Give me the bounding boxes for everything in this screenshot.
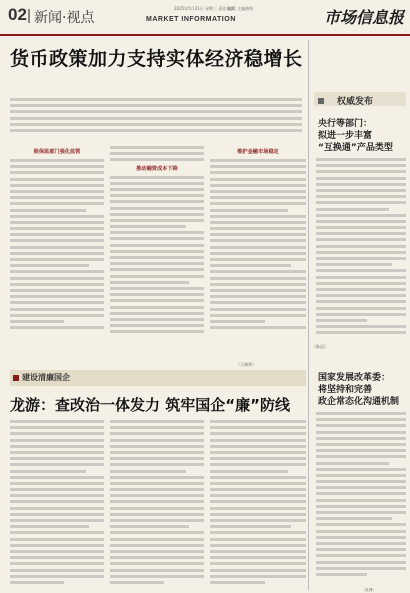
text-line: [110, 426, 204, 429]
text-line: [110, 318, 204, 321]
text-line: [10, 581, 64, 584]
main-headline: 货币政策加力支持实体经济稳增长: [10, 48, 303, 70]
text-line: [210, 308, 306, 311]
text-line: [110, 219, 204, 222]
text-line: [316, 251, 406, 254]
feature-banner-label: 建设清廉国企: [22, 373, 70, 382]
text-line: [316, 276, 406, 279]
text-line: [10, 295, 104, 298]
text-line: [210, 295, 306, 298]
lead-paragraph: [10, 98, 302, 142]
text-line: [210, 500, 306, 503]
text-line: [10, 184, 104, 187]
sidebar-article-2-author: （杜博）: [362, 588, 376, 592]
text-line: [110, 556, 204, 559]
text-line: [110, 562, 204, 565]
text-line: [10, 575, 104, 578]
text-line: [316, 214, 406, 217]
text-line: [10, 525, 89, 528]
text-line: [316, 523, 406, 526]
text-line: [10, 270, 104, 273]
text-line: [316, 238, 406, 241]
text-line: [316, 505, 406, 508]
text-line: [210, 264, 291, 267]
text-line: [110, 287, 204, 290]
text-line: [110, 507, 204, 510]
text-line: [316, 492, 406, 495]
text-line: [210, 538, 306, 541]
text-line: [316, 195, 406, 198]
text-line: [210, 227, 306, 230]
text-line: [210, 184, 306, 187]
text-line: [10, 252, 104, 255]
text-line: [210, 239, 306, 242]
text-line: [210, 320, 265, 323]
text-line: [10, 215, 104, 218]
text-line: [110, 550, 204, 553]
text-line: [316, 300, 406, 303]
text-line: [316, 573, 367, 576]
text-line: [210, 171, 306, 174]
text-line: [110, 488, 204, 491]
subhead-3: 维护金融市场稳定: [237, 149, 279, 155]
text-line: [10, 221, 104, 224]
text-line: [10, 439, 104, 442]
text-line: [10, 196, 104, 199]
text-line: [110, 445, 204, 448]
column-divider: [308, 40, 309, 590]
text-line: [10, 165, 104, 168]
text-line: [10, 314, 104, 317]
text-line: [316, 443, 406, 446]
text-line: [10, 488, 104, 491]
text-line: [110, 330, 204, 333]
text-line: [316, 567, 406, 570]
article-column-2: [110, 146, 204, 360]
text-line: [210, 488, 306, 491]
text-line: [316, 455, 406, 458]
text-line: [10, 209, 86, 212]
text-line: [210, 562, 306, 565]
text-line: [210, 531, 306, 534]
text-line: [210, 283, 306, 286]
subhead-1: 银保监部门强化监管: [33, 149, 81, 155]
text-line: [210, 445, 306, 448]
text-line: [210, 550, 306, 553]
text-line: [110, 299, 204, 302]
text-line: [316, 201, 406, 204]
text-line: [10, 233, 104, 236]
text-line: [316, 232, 406, 235]
text-line: [10, 110, 302, 113]
text-line: [10, 544, 104, 547]
text-line: [316, 511, 406, 514]
text-line: [210, 258, 306, 261]
text-line: [110, 306, 204, 309]
header-meta: 电话 主编热线: [228, 6, 254, 11]
text-line: [10, 326, 104, 329]
text-line: [10, 239, 104, 242]
text-line: [110, 293, 204, 296]
text-line: [316, 257, 406, 260]
text-line: [10, 227, 104, 230]
text-line: [316, 542, 406, 545]
text-line: [110, 538, 204, 541]
feature-column-2: [110, 420, 204, 588]
text-line: [210, 463, 306, 466]
text-line: [210, 432, 306, 435]
text-line: [10, 264, 89, 267]
text-line: [110, 324, 204, 327]
text-line: [210, 165, 306, 168]
text-line: [110, 432, 204, 435]
text-line: [10, 562, 104, 565]
text-line: [110, 194, 204, 197]
article-column-3: [210, 146, 306, 360]
text-line: [316, 412, 406, 415]
text-line: [10, 190, 104, 193]
text-line: [210, 569, 306, 572]
feature-headline: 龙游：查改治一体发力 筑牢国企“廉”防线: [10, 396, 290, 414]
text-line: [316, 263, 392, 266]
text-line: [10, 538, 104, 541]
text-line: [316, 189, 406, 192]
masthead: [0, 0, 410, 36]
text-line: [110, 231, 204, 234]
page-number: 02: [8, 5, 27, 24]
text-line: [110, 158, 204, 161]
text-line: [316, 158, 406, 161]
main-article-author: （王瑞华）: [236, 362, 256, 367]
text-line: [10, 457, 104, 460]
text-line: [10, 569, 104, 572]
text-line: [316, 431, 406, 434]
text-line: [316, 269, 406, 272]
text-line: [210, 270, 306, 273]
sidebar-article-2-body: [316, 412, 406, 586]
text-line: [110, 470, 186, 473]
text-line: [316, 307, 406, 310]
text-line: [110, 451, 204, 454]
text-line: [10, 500, 104, 503]
text-line: [210, 221, 306, 224]
text-line: [10, 246, 104, 249]
text-line: [316, 548, 406, 551]
banner-bullet-icon: [13, 375, 19, 381]
text-line: [10, 129, 302, 132]
text-line: [210, 420, 306, 423]
text-line: [110, 519, 204, 522]
text-line: [316, 177, 406, 180]
text-line: [110, 225, 186, 228]
text-line: [10, 98, 302, 101]
text-line: [10, 550, 104, 553]
text-line: [10, 123, 302, 126]
text-line: [110, 420, 204, 423]
text-line: [10, 432, 104, 435]
text-line: [110, 268, 204, 271]
market-information-label: MARKET INFORMATION: [146, 16, 236, 23]
feature-column-3: [210, 420, 306, 588]
text-line: [110, 250, 204, 253]
text-line: [10, 159, 104, 162]
text-line: [110, 482, 204, 485]
text-line: [210, 451, 306, 454]
text-line: [10, 445, 104, 448]
text-line: [316, 245, 406, 248]
text-line: [210, 190, 306, 193]
text-line: [316, 164, 406, 167]
text-line: [210, 507, 306, 510]
text-line: [210, 233, 306, 236]
text-line: [110, 500, 204, 503]
text-line: [210, 494, 306, 497]
text-line: [210, 556, 306, 559]
text-line: [110, 575, 204, 578]
text-line: [316, 486, 406, 489]
text-line: [10, 171, 104, 174]
text-line: [316, 474, 406, 477]
text-line: [316, 183, 406, 186]
section-title: 新闻·视点: [34, 10, 95, 26]
text-line: [110, 176, 204, 179]
text-line: [110, 281, 189, 284]
text-line: [316, 325, 406, 328]
text-line: [10, 513, 104, 516]
text-line: [110, 146, 204, 149]
text-line: [10, 117, 302, 120]
text-line: [110, 513, 204, 516]
text-line: [210, 439, 306, 442]
text-line: [316, 480, 406, 483]
sidebar-section-label: 权威发布: [337, 97, 374, 107]
text-line: [316, 536, 406, 539]
text-line: [10, 202, 104, 205]
text-line: [110, 312, 204, 315]
text-line: [110, 494, 204, 497]
text-line: [10, 470, 86, 473]
text-line: [110, 569, 204, 572]
text-line: [110, 188, 204, 191]
text-line: [316, 424, 406, 427]
text-line: [210, 202, 306, 205]
text-line: [210, 209, 288, 212]
text-line: [110, 244, 204, 247]
text-line: [110, 544, 204, 547]
text-line: [210, 178, 306, 181]
text-line: [10, 426, 104, 429]
text-line: [210, 519, 306, 522]
text-line: [316, 530, 406, 533]
text-line: [110, 525, 189, 528]
text-line: [316, 208, 389, 211]
text-line: [210, 196, 306, 199]
feature-column-1: [10, 420, 104, 588]
text-line: [210, 525, 291, 528]
text-line: [110, 439, 204, 442]
sidebar-article-1-author: （陈远）: [312, 344, 328, 349]
text-line: [316, 331, 406, 334]
text-line: [10, 556, 104, 559]
text-line: [10, 289, 104, 292]
text-line: [316, 554, 406, 557]
text-line: [210, 544, 306, 547]
text-line: [10, 258, 104, 261]
newspaper-logo: 市场信息报: [324, 8, 405, 27]
text-line: [10, 476, 104, 479]
sidebar-article-2-title: 国家发展改革委： 将坚持和完善 政企常态化沟通机制: [318, 373, 400, 407]
text-line: [10, 178, 104, 181]
text-line: [10, 283, 104, 286]
text-line: [10, 420, 104, 423]
article-column-1: [10, 146, 104, 360]
text-line: [210, 301, 306, 304]
text-line: [10, 308, 104, 311]
text-line: [210, 215, 306, 218]
text-line: [110, 581, 164, 584]
text-line: [10, 531, 104, 534]
text-line: [210, 289, 306, 292]
text-line: [210, 476, 306, 479]
text-line: [316, 226, 406, 229]
text-line: [110, 207, 204, 210]
text-line: [10, 301, 104, 304]
text-line: [316, 294, 406, 297]
section-divider: [28, 9, 30, 23]
sidebar-article-1-body: [316, 158, 406, 340]
text-line: [110, 476, 204, 479]
text-line: [316, 517, 392, 520]
text-line: [110, 182, 204, 185]
text-line: [110, 262, 204, 265]
text-line: [210, 326, 306, 329]
subhead-2: 推动融资成本下降: [136, 165, 178, 172]
text-line: [316, 313, 406, 316]
text-line: [110, 256, 204, 259]
text-line: [10, 507, 104, 510]
text-line: [210, 513, 306, 516]
text-line: [210, 277, 306, 280]
text-line: [110, 152, 204, 155]
text-line: [110, 275, 204, 278]
text-line: [110, 531, 204, 534]
text-line: [110, 200, 204, 203]
text-line: [210, 159, 306, 162]
text-line: [10, 494, 104, 497]
text-line: [210, 470, 288, 473]
text-line: [210, 575, 306, 578]
text-line: [10, 320, 64, 323]
text-line: [110, 237, 204, 240]
text-line: [10, 104, 302, 107]
text-line: [10, 519, 104, 522]
issue-date: 2025年5月21日 星期三 责任编辑: [174, 6, 235, 11]
text-line: [316, 468, 406, 471]
text-line: [210, 252, 306, 255]
text-line: [316, 462, 389, 465]
text-line: [316, 170, 406, 173]
text-line: [316, 288, 406, 291]
text-line: [210, 246, 306, 249]
text-line: [210, 314, 306, 317]
text-line: [210, 581, 265, 584]
square-bullet-icon: [318, 98, 324, 104]
text-line: [316, 319, 367, 322]
text-line: [316, 220, 406, 223]
text-line: [110, 457, 204, 460]
text-line: [10, 277, 104, 280]
text-line: [10, 463, 104, 466]
text-line: [210, 426, 306, 429]
text-line: [10, 482, 104, 485]
text-line: [316, 437, 406, 440]
text-line: [110, 213, 204, 216]
sidebar-article-1-title: 央行等部门： 拟进一步丰富 “互换通”产品类型: [318, 119, 393, 153]
text-line: [316, 499, 406, 502]
text-line: [110, 463, 204, 466]
text-line: [210, 482, 306, 485]
text-line: [316, 449, 406, 452]
text-line: [316, 282, 406, 285]
text-line: [316, 561, 406, 564]
text-line: [10, 451, 104, 454]
text-line: [316, 418, 406, 421]
text-line: [210, 457, 306, 460]
